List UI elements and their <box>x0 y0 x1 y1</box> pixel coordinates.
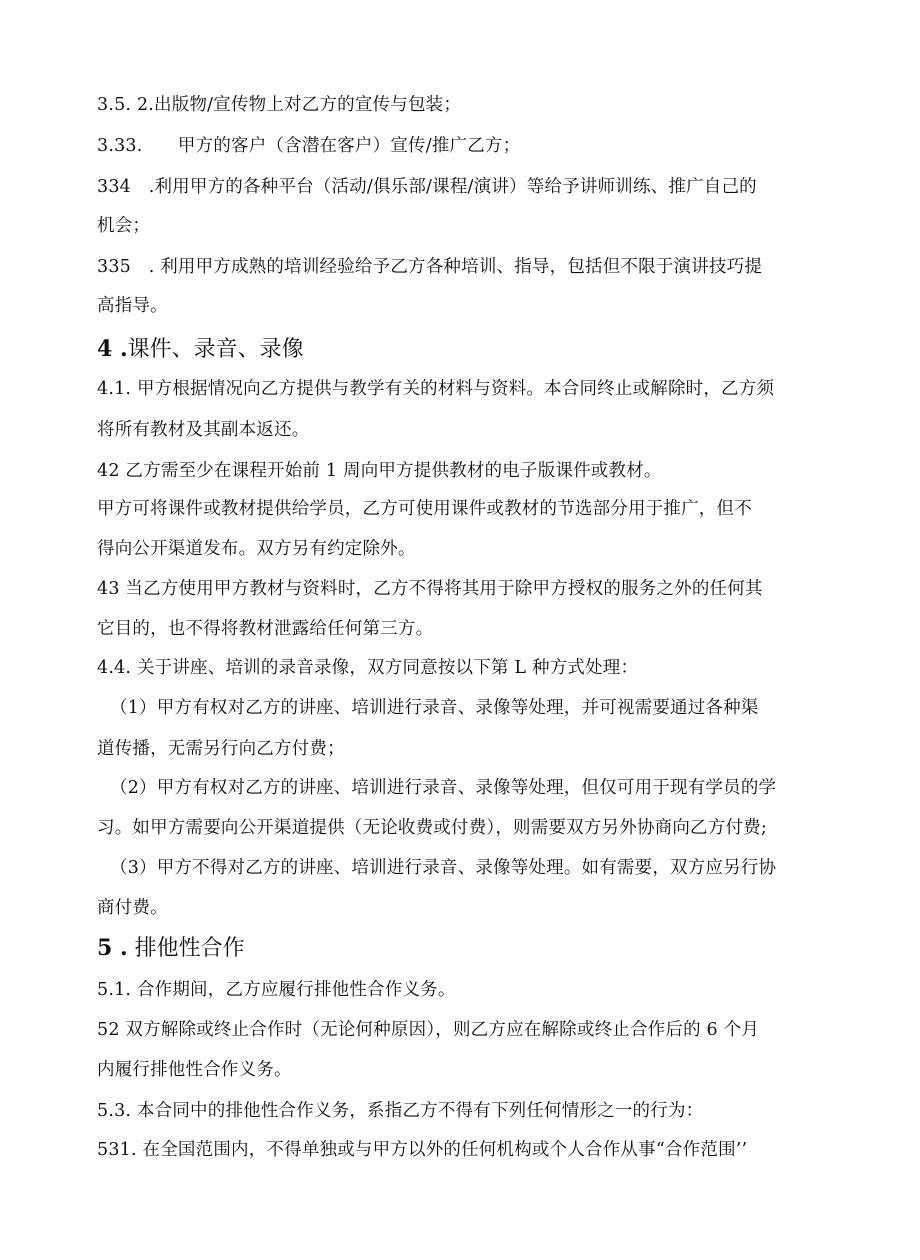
clause-4-3: 43 当乙方使用甲方教材与资料时，乙方不得将其用于除甲方授权的服务之外的任何其 <box>97 579 763 599</box>
clause-4-2-para-cont: 得向公开渠道发布。双方另有约定除外。 <box>97 539 416 559</box>
clause-4-2: 42 乙方需至少在课程开始前 1 周向甲方提供教材的电子版课件或教材。 <box>97 461 662 481</box>
clause-5-2: 52 双方解除或终止合作时（无论何种原因），则乙方应在解除或终止合作后的 6 个月 <box>97 1020 760 1040</box>
option-1: （1）甲方有权对乙方的讲座、培训进行录音、录像等处理，并可视需要通过各种渠 <box>110 698 759 718</box>
option-2: （2）甲方有权对乙方的讲座、培训进行录音、录像等处理，但仅可用于现有学员的学 <box>110 778 777 798</box>
section-number-4: 4 . <box>97 336 128 362</box>
clause-5-3: 5.3. 本合同中的排他性合作义务，系指乙方不得有下列任何情形之一的行为： <box>97 1101 704 1121</box>
clause-3-3-3: 3.33. 甲方的客户（含潜在客户）宣传/推广乙方； <box>97 136 521 156</box>
clause-3-5-2: 3.5. 2.出版物/宣传物上对乙方的宣传与包装； <box>97 95 462 115</box>
clause-4-1-cont: 将所有教材及其副本返还。 <box>97 420 310 440</box>
section-number-5: 5 . <box>97 935 128 961</box>
clause-5-3-1: 531. 在全国范围内，不得单独或与甲方以外的任何机构或个人合作从事“合作范围’’ <box>97 1140 748 1160</box>
clause-3-3-5: 335 . 利用甲方成熟的培训经验给予乙方各种培训、指导，包括但不限于演讲技巧提 <box>97 257 763 277</box>
clause-3-3-4: 334 .利用甲方的各种平台（活动/俱乐部/课程/演讲）等给予讲师训练、推广自己的 <box>97 177 757 197</box>
clause-4-2-para: 甲方可将课件或教材提供给学员，乙方可使用课件或教材的节选部分用于推广，但不 <box>97 499 752 519</box>
option-3: （3）甲方不得对乙方的讲座、培训进行录音、录像等处理。如有需要，双方应另行协 <box>110 858 777 878</box>
clause-3-3-4-cont: 机会； <box>97 216 151 236</box>
section-title-5: 排他性合作 <box>127 936 245 961</box>
clause-4-3-cont: 它目的，也不得将教材泄露给任何第三方。 <box>97 619 434 639</box>
clause-5-2-cont: 内履行排他性合作义务。 <box>97 1060 292 1080</box>
section-title-4: 课件、录音、录像 <box>127 337 304 362</box>
clause-5-1: 5.1. 合作期间，乙方应履行排他性合作义务。 <box>97 980 456 1000</box>
clause-4-1: 4.1. 甲方根据情况向乙方提供与教学有关的材料与资料。本合同终止或解除时，乙方须 <box>97 379 775 399</box>
section-heading-5 <box>97 933 857 964</box>
option-1-cont: 道传播，无需另行向乙方付费； <box>97 739 345 759</box>
section-heading-4 <box>97 334 857 365</box>
clause-4-4: 4.4. 关于讲座、培训的录音录像，双方同意按以下第 L 种方式处理： <box>97 658 639 678</box>
option-3-cont: 商付费。 <box>97 898 168 918</box>
clause-3-3-5-cont: 高指导。 <box>97 296 168 316</box>
option-2-cont: 习。如甲方需要向公开渠道提供（无论收费或付费），则需要双方另外协商向乙方付费; <box>97 818 767 838</box>
